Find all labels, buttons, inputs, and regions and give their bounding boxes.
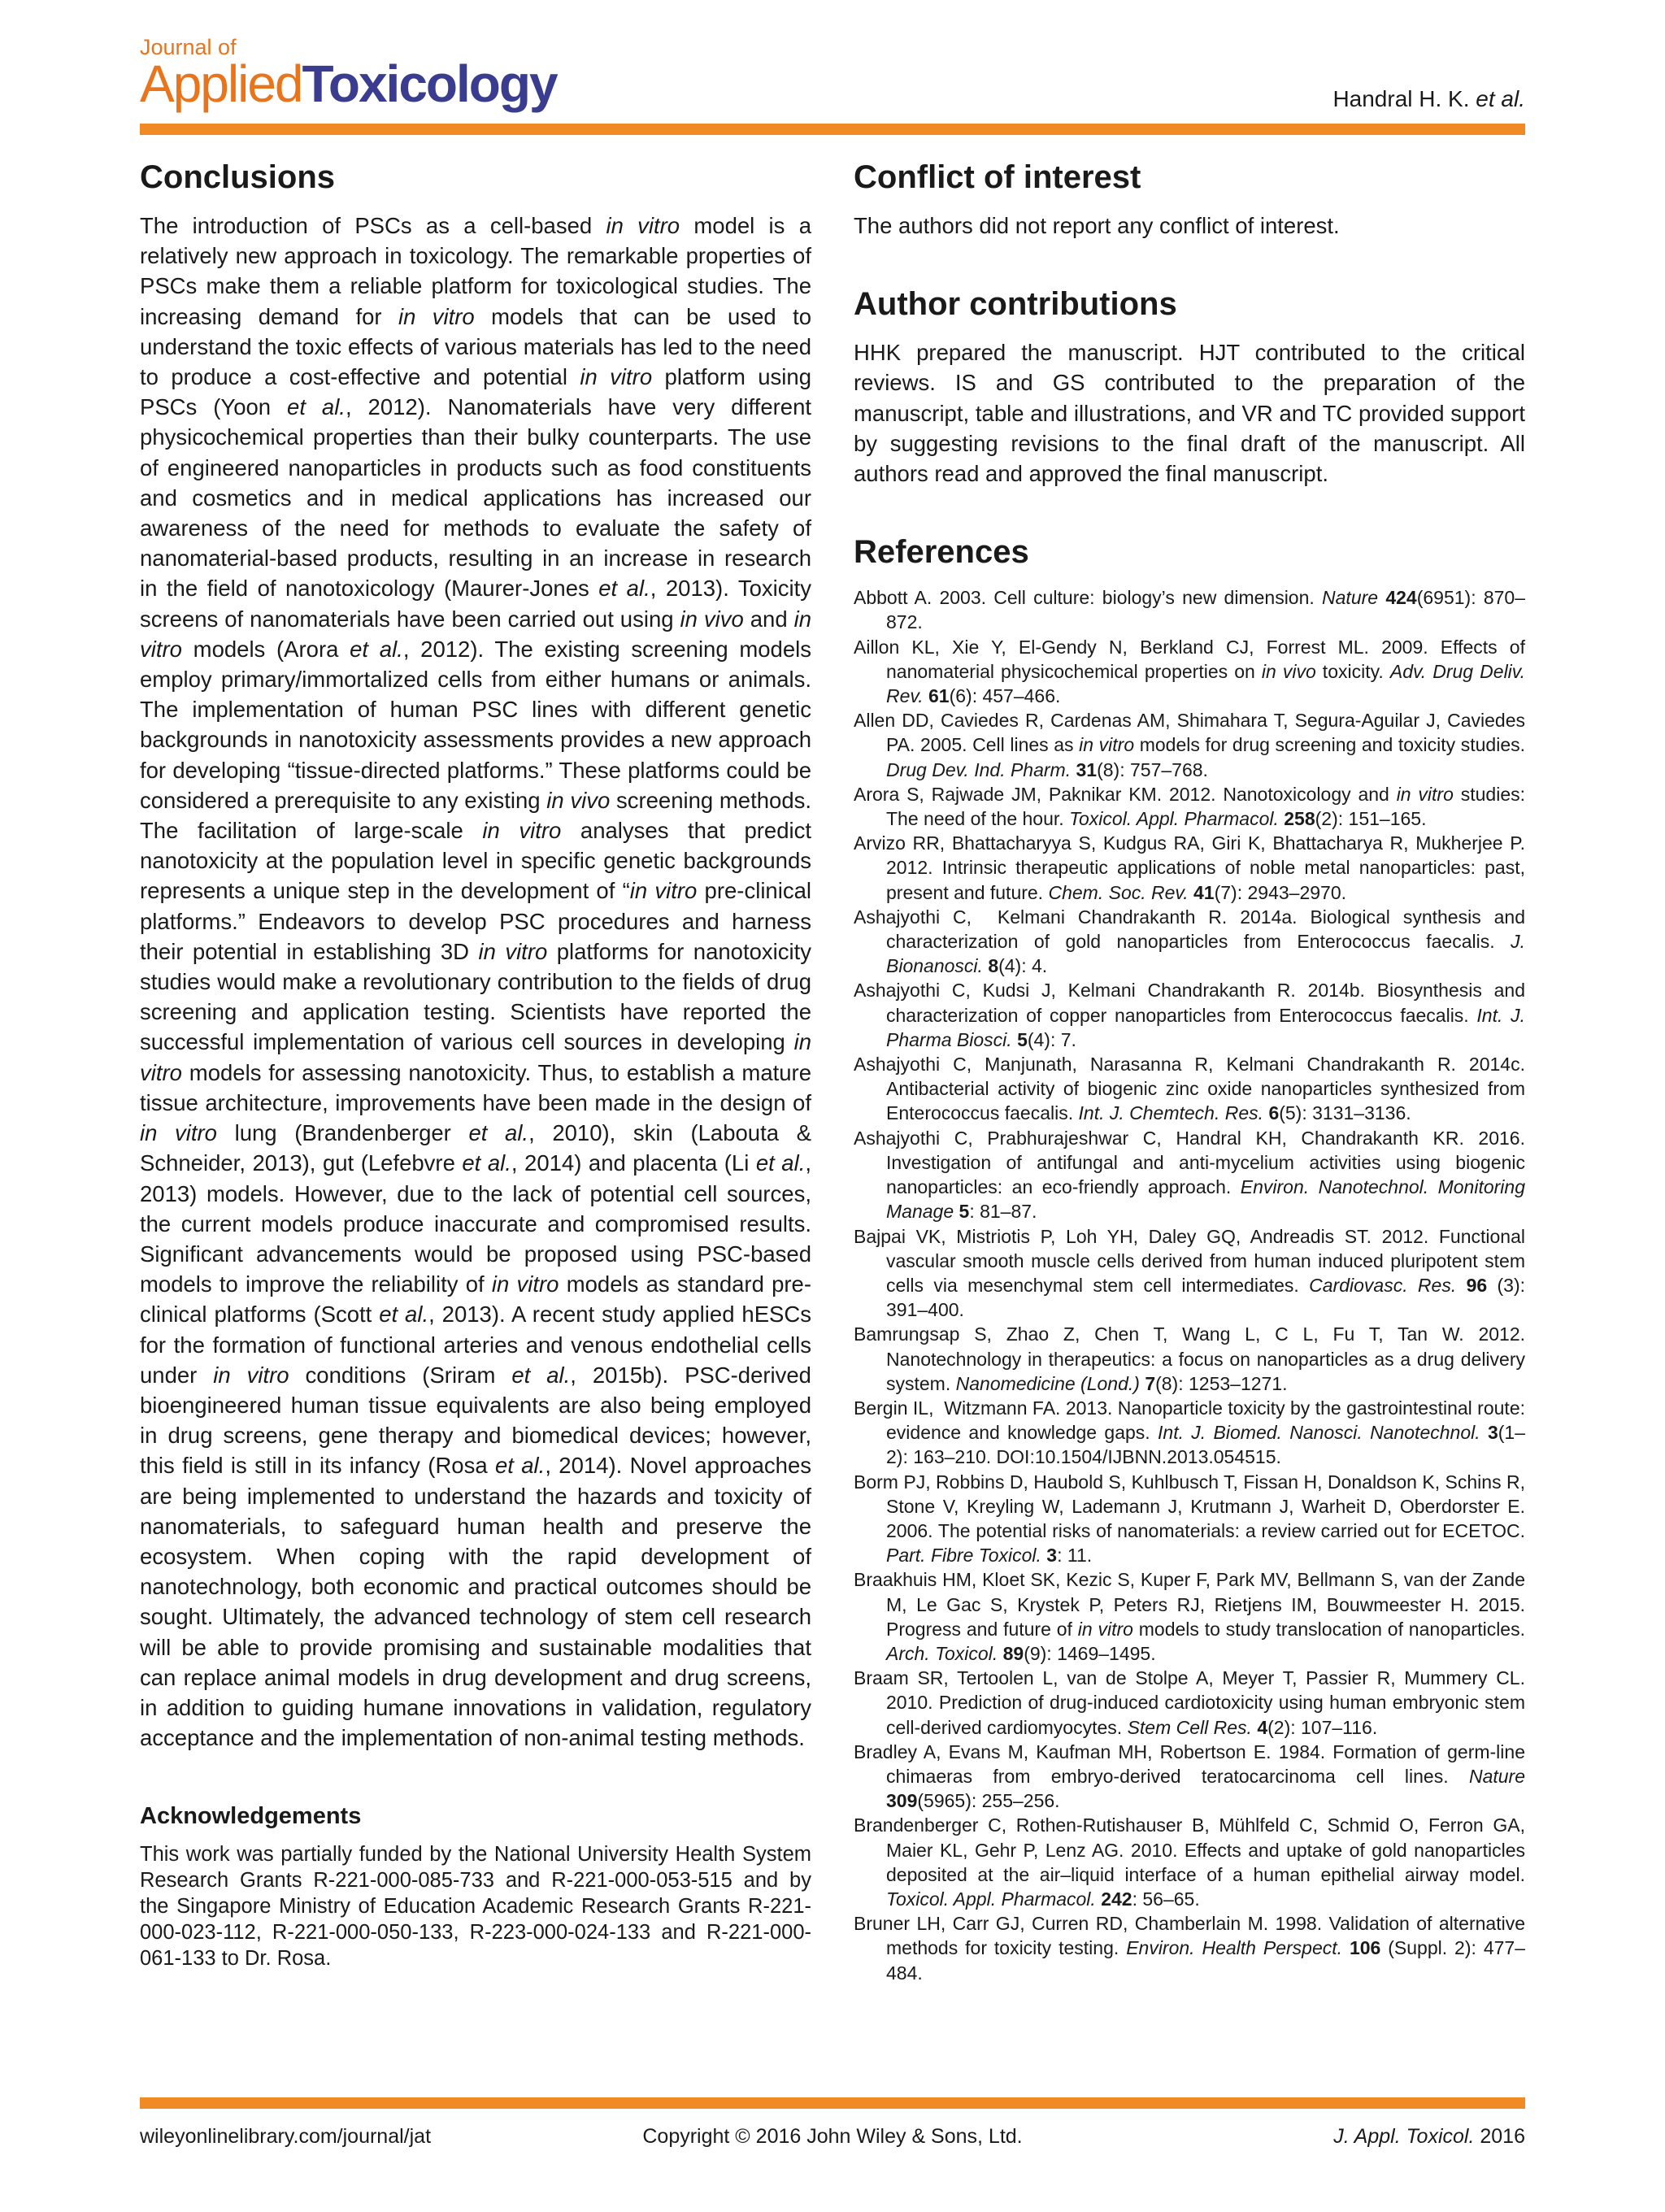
conflict-text: The authors did not report any conflict of interest. [854, 213, 1340, 238]
conflict-section [854, 159, 1525, 241]
left-column [140, 159, 811, 1971]
reference-item: Ashajyothi C, Kudsi J, Kelmani Chandrakanth R. 2014b. Biosynthesis and characterization of copper nanoparticles from Enterococcus faecalis. Int. J. Pharma Biosci. 5(4): 7. [854, 980, 1525, 1050]
acknowledgements-heading: Acknowledgements [140, 1803, 362, 1830]
reference-item: Bamrungsap S, Zhao Z, Chen T, Wang L, C L, Fu T, Tan W. 2012. Nanotechnology in therapeutics: a focus on nanoparticles as a drug delivery system. Nanomedicine (Lond.) 7(8): 1253–1271. [854, 1323, 1525, 1394]
reference-item: Braam SR, Tertoolen L, van de Stolpe A, Meyer T, Passier R, Mummery CL. 2010. Prediction of drug-induced cardiotoxicity using human embryonic stem cell-derived cardiomyocytes. Stem Cell Res. 4(2): 107–116. [854, 1667, 1525, 1738]
conclusions-heading: Conclusions [140, 159, 336, 195]
footer-citation [1333, 2125, 1525, 2149]
reference-item: Bruner LH, Carr GJ, Curren RD, Chamberlain M. 1998. Validation of alternative methods for toxicity testing. Environ. Health Perspect. 106 (Suppl. 2): 477–484. [854, 1913, 1525, 1984]
reference-item: Aillon KL, Xie Y, El-Gendy N, Berkland CJ, Forrest ML. 2009. Effects of nanomaterial physicochemical properties on in vivo toxicity. Adv. Drug Deliv. Rev. 61(6): 457–466. [854, 636, 1525, 707]
reference-item: Ashajyothi C, Manjunath, Narasanna R, Kelmani Chandrakanth R. 2014c. Antibacterial activity of biogenic zinc oxide nanoparticles synthesized from Enterococcus faecalis. Int. J. Chemtech. Res. 6(5): 3131–3136. [854, 1054, 1525, 1124]
reference-item: Bajpai VK, Mistriotis P, Loh YH, Daley GQ, Andreadis ST. 2012. Functional vascular smooth muscle cells derived from human induced pluripotent stem cells via mesenchymal stem cell intermediates. Cardiovasc. Res. 96 (3): 391–400. [854, 1225, 1526, 1321]
journal-logo-applied: Applied [140, 54, 302, 113]
journal-logo [140, 35, 557, 113]
reference-item: Allen DD, Caviedes R, Cardenas AM, Shimahara T, Segura-Aguilar J, Caviedes PA. 2005. Cell lines as in vitro models for drug screening and toxicity studies. Drug Dev. Ind. Pharm. 31(8): 757–768. [854, 710, 1526, 780]
footer-url[interactable]: wileyonlinelibrary.com/journal/jat [140, 2125, 432, 2148]
header-rule [140, 124, 1525, 135]
acknowledgements-text: This work was partially funded by the National University Health System Research Grants R-221-000-085-733 and R-221-000-053-515 and by the Singapore Ministry of Education Academic Research Grants R-221-000-023-112, R-221-000-050-133, R-223-000-024-133 and R-221-000-061-133 to Dr. Rosa. [140, 1843, 811, 1971]
contributions-heading: Author contributions [854, 286, 1177, 323]
reference-item: Braakhuis HM, Kloet SK, Kezic S, Kuper F, Park MV, Bellmann S, van der Zande M, Le Gac S, Krystek P, Peters RJ, Rietjens IM, Bouwmeester H. 2015. Progress and future of in vitro models to study translocation of nanoparticles. Arch. Toxicol. 89(9): 1469–1495. [854, 1569, 1525, 1664]
references-list [854, 585, 1525, 1985]
journal-logo-small: Journal of [140, 35, 237, 59]
reference-item: Arora S, Rajwade JM, Paknikar KM. 2012. Nanotoxicology and in vitro studies: The need of the hour. Toxicol. Appl. Pharmacol. 258(2): 151–165. [854, 783, 1525, 830]
footer-citation-journal: J. Appl. Toxicol. [1333, 2125, 1475, 2148]
journal-logo-toxicology: Toxicology [302, 54, 557, 113]
footer-copyright: Copyright © 2016 John Wiley & Sons, Ltd. [642, 2125, 1023, 2148]
conflict-heading: Conflict of interest [854, 159, 1141, 195]
contributions-section [854, 286, 1525, 489]
reference-item: Ashajyothi C, Kelmani Chandrakanth R. 2014a. Biological synthesis and characterization of gold nanoparticles from Enterococcus faecalis. J. Bionanosci. 8(4): 4. [854, 906, 1525, 977]
footer-rule [140, 2097, 1525, 2109]
contributions-text: HHK prepared the manuscript. HJT contributed to the critical reviews. IS and GS contributed to the preparation of the manuscript, table and illustrations, and VR and TC provided support by suggesting revisions to the final draft of the manuscript. All authors read and approved the final manuscript. [854, 340, 1525, 487]
footer-citation-year: 2016 [1480, 2125, 1525, 2148]
header-author: Handral H. K. et al. [1332, 86, 1525, 111]
conclusions-text: The introduction of PSCs as a cell-based in vitro model is a relatively new approach in toxicology. The remarkable properties of PSCs make them a reliable platform for toxicological studies. The increasing demand for in vitro models that can be used to understand the toxic effects of various materials has led to the need to produce a cost-effective and potential in vitro platform using PSCs (Yoon et al., 2012). Nanomaterials have very different physicochemical properties than their bulky counterparts. The use of engineered nanoparticles in products such as food constituents and cosmetics and in medical applications has increased our awareness of the need for methods to evaluate the safety of nanomaterial-based products, resulting in an increase in research in the field of nanotoxicology (Maurer-Jones et al., 2013). Toxicity screens of nanomaterials have been carried out using in vivo and in vitro models (Arora et al., 2012). The existing screening models employ primary/immortalized cells from either humans or animals. The implementation of human PSC lines with different genetic backgrounds in nanotoxicity assessments provides a new approach for developing “tissue-directed platforms.” These platforms could be considered a prerequisite to any existing in vivo screening methods. The facilitation of large-scale in vitro analyses that predict nanotoxicity at the population level in specific genetic backgrounds represents a unique step in the development of “in vitro pre-clinical platforms.” Endeavors to develop PSC procedures and harness their potential in establishing 3D in vitro platforms for nanotoxicity studies would make a revolutionary contribution to the fields of drug screening and application testing. Scientists have reported the successful implementation of various cell sources in developing in vitro models for assessing nanotoxicity. Thus, to establish a mature tissue architecture, improvements have been made in the design of in vitro lung (Brandenberger et al., 2010), skin (Labouta & Schneider, 2013), gut (Lefebvre et al., 2014) and placenta (Li et al., 2013) models. However, due to the lack of potential cell sources, the current models produce inaccurate and compromised results. Significant advancements would be proposed using PSC-based models to improve the reliability of in vitro models as standard pre-clinical platforms (Scott et al., 2013). A recent study applied hESCs for the formation of functional arteries and venous endothelial cells under in vitro conditions (Sriram et al., 2015b). PSC-derived bioengineered human tissue equivalents are also being employed in drug screens, gene therapy and biomedical devices; however, this field is still in its infancy (Rosa et al., 2014). Novel approaches are being implemented to understand the hazards and toxicity of nanomaterials, to safeguard human health and preserve the ecosystem. When coping with the rapid development of nanotechnology, both economic and practical outcomes should be sought. Ultimately, the advanced technology of stem cell research will be able to provide promising and sustainable modalities that can replace animal models in drug development and drug screens, in addition to guiding humane innovations in validation, regulatory acceptance and the implementation of non-animal testing methods. [140, 213, 812, 1751]
reference-item: Arvizo RR, Bhattacharyya S, Kudgus RA, Giri K, Bhattacharya R, Mukherjee P. 2012. Intrinsic therapeutic applications of noble metal nanoparticles: past, present and future. Chem. Soc. Rev. 41(7): 2943–2970. [854, 832, 1525, 903]
references-heading: References [854, 534, 1029, 571]
reference-item: Brandenberger C, Rothen-Rutishauser B, Mühlfeld C, Schmid O, Ferron GA, Maier KL, Gehr P, Lenz AG. 2010. Effects and uptake of gold nanoparticles deposited at the air–liquid interface of a human epithelial airway model. Toxicol. Appl. Pharmacol. 242: 56–65. [854, 1814, 1525, 1910]
reference-item: Bergin IL, Witzmann FA. 2013. Nanoparticle toxicity by the gastrointestinal route: evidence and knowledge gaps. Int. J. Biomed. Nanosci. Nanotechnol. 3(1–2): 163–210. DOI:10.1504/IJBNN.2013.054515. [854, 1397, 1525, 1468]
reference-item: Bradley A, Evans M, Kaufman MH, Robertson E. 1984. Formation of germ-line chimaeras from embryo-derived teratocarcinoma cell lines. Nature 309(5965): 255–256. [854, 1740, 1525, 1812]
journal-logo-main [140, 54, 557, 113]
reference-item: Ashajyothi C, Prabhurajeshwar C, Handral KH, Chandrakanth KR. 2016. Investigation of antifungal and anti-mycelium activities using biogenic nanoparticles: an eco-friendly approach. Environ. Nanotechnol. Monitoring Manage 5: 81–87. [854, 1127, 1525, 1223]
reference-item: Borm PJ, Robbins D, Haubold S, Kuhlbusch T, Fissan H, Donaldson K, Schins R, Stone V, Kreyling W, Lademann J, Krutmann J, Warheit D, Oberdorster E. 2006. The potential risks of nanomaterials: a review carried out for ECETOC. Part. Fibre Toxicol. 3: 11. [854, 1471, 1525, 1567]
right-column [854, 159, 1525, 1985]
reference-item: Abbott A. 2003. Cell culture: biology’s new dimension. Nature 424(6951): 870–872. [854, 587, 1525, 633]
